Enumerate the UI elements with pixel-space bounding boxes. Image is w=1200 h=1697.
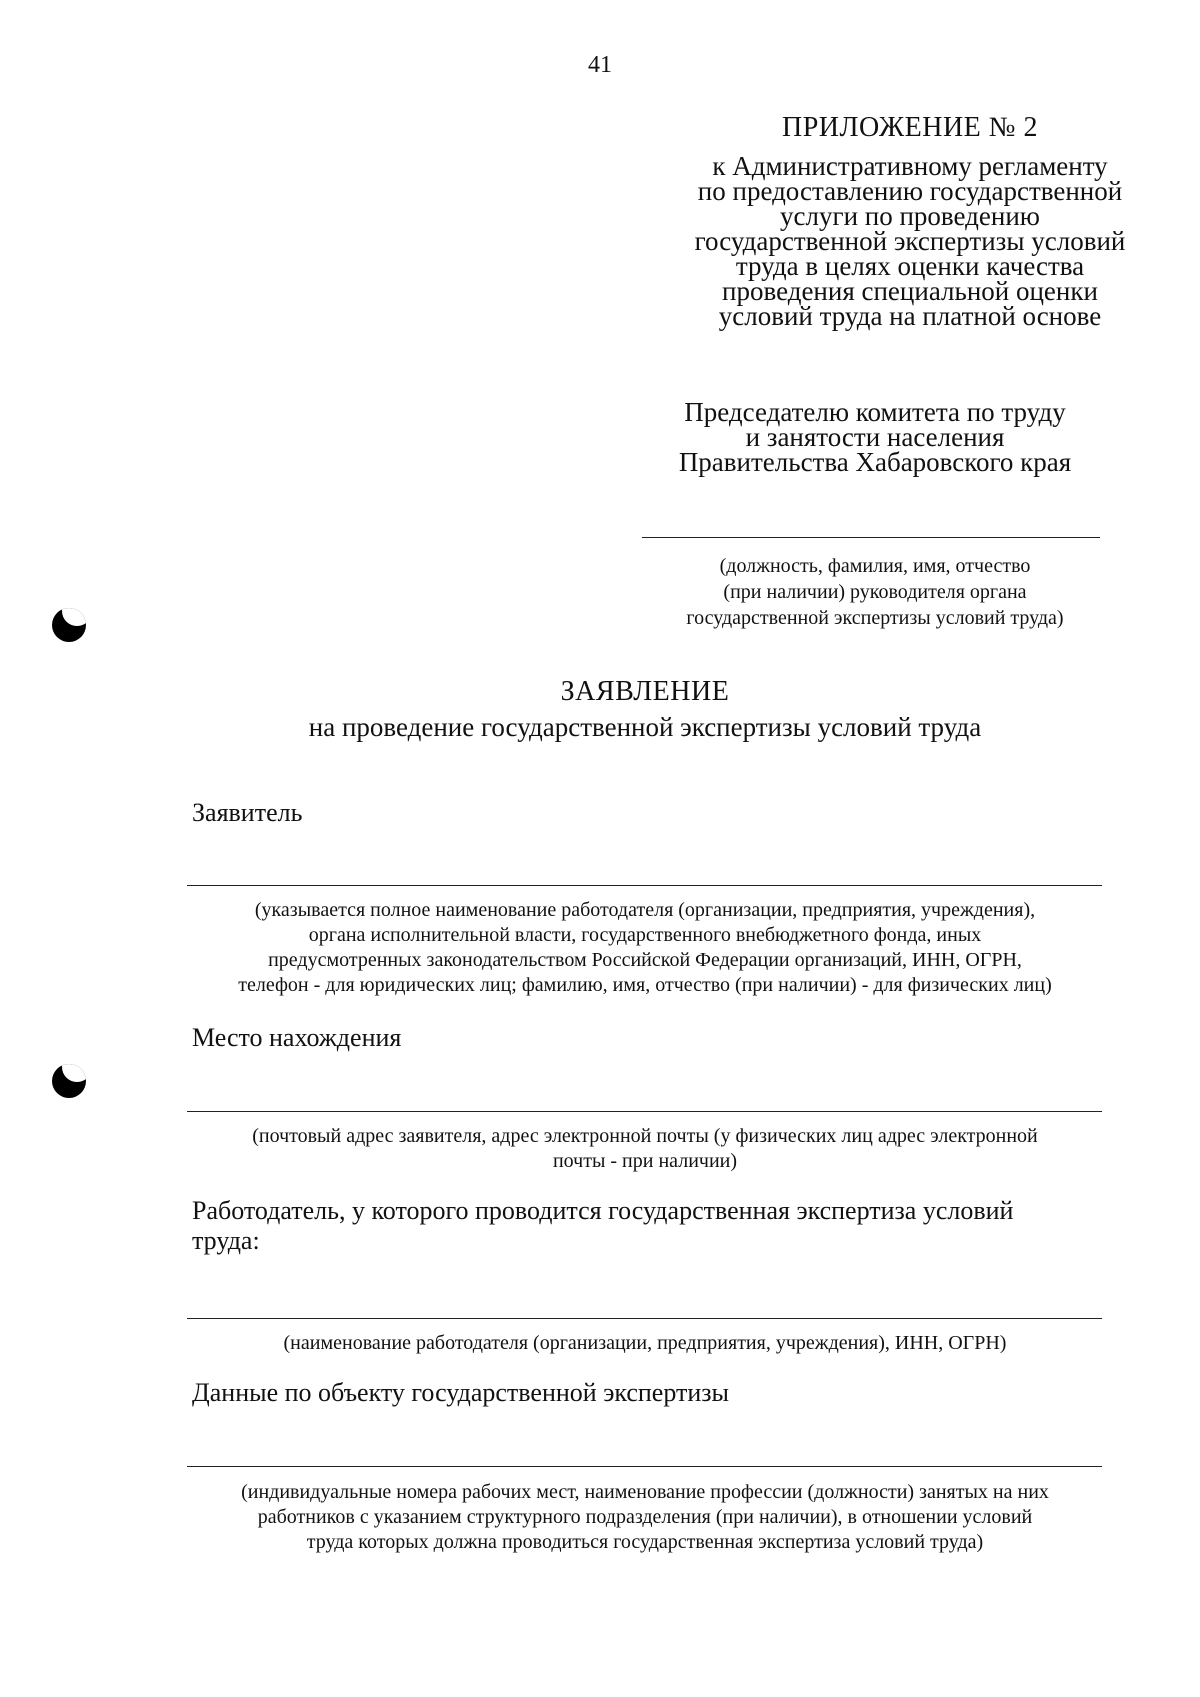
hole-punch-mark: [52, 608, 86, 642]
appendix-line: труда в целях оценки качества: [735, 251, 1085, 281]
appendix-line: к Административному регламенту: [712, 151, 1108, 181]
caption-line: труда которых должна проводиться государственная экспертиза условий труда): [306, 1531, 984, 1553]
addressee-line: Председателю комитета по труду: [684, 397, 1066, 427]
appendix-line: проведения специальной оценки: [722, 276, 1098, 306]
caption-line: государственной экспертизы условий труда): [686, 607, 1064, 629]
addressee-signature-line[interactable]: [642, 537, 1100, 538]
location-caption: [180, 1124, 1110, 1174]
examination-object-caption: [180, 1480, 1110, 1555]
addressee-caption: [650, 553, 1100, 631]
applicant-label: Заявитель: [192, 798, 303, 827]
caption-line: (наименование работодателя (организации, предприятия, учреждения), ИНН, ОГРН): [283, 1332, 1007, 1354]
caption-line: (должность, фамилия, имя, отчество: [719, 555, 1031, 577]
caption-line: (указывается полное наименование работодателя (организации, предприятия, учреждения),: [254, 899, 1036, 921]
document-subtitle: на проведение государственной экспертизы условий труда: [308, 712, 982, 742]
addressee-line: Правительства Хабаровского края: [678, 447, 1072, 477]
caption-line: почты - при наличии): [552, 1150, 738, 1172]
location-field[interactable]: [187, 1111, 1102, 1112]
caption-line: органа исполнительной власти, государственного внебюджетного фонда, иных: [308, 924, 982, 946]
location-label: Место нахождения: [192, 1023, 402, 1052]
appendix-title: ПРИЛОЖЕНИЕ № 2: [782, 112, 1038, 143]
appendix-line: по предоставлению государственной: [697, 176, 1123, 206]
addressee-line: и занятости населения: [745, 422, 1005, 452]
examination-object-label: Данные по объекту государственной экспертизы: [192, 1378, 730, 1407]
employer-field[interactable]: [187, 1318, 1102, 1319]
appendix-line: условий труда на платной основе: [718, 301, 1102, 331]
examination-object-field[interactable]: [187, 1466, 1102, 1467]
label-line: труда:: [192, 1226, 260, 1255]
addressee: [640, 397, 1110, 477]
label-line: Работодатель, у которого проводится государственная экспертиза условий: [192, 1196, 1014, 1225]
caption-line: предусмотренных законодательством Российской Федерации организаций, ИНН, ОГРН,: [268, 949, 1022, 971]
employer-label: [192, 1196, 1102, 1256]
applicant-field[interactable]: [187, 885, 1102, 886]
document-title: ЗАЯВЛЕНИЕ: [560, 676, 730, 707]
caption-line: (при наличии) руководителя органа: [723, 581, 1027, 603]
employer-caption: [180, 1331, 1110, 1356]
appendix-subtitle: [660, 151, 1160, 331]
applicant-caption: [180, 898, 1110, 998]
caption-line: телефон - для юридических лиц; фамилию, имя, отчество (при наличии) - для физических лиц): [238, 974, 1052, 996]
caption-line: (индивидуальные номера рабочих мест, наименование профессии (должности) занятых на них: [241, 1481, 1049, 1503]
appendix-line: государственной экспертизы условий: [694, 226, 1126, 256]
page-number: 41: [588, 52, 612, 78]
caption-line: (почтовый адрес заявителя, адрес электронной почты (у физических лиц адрес электронной: [252, 1125, 1038, 1147]
appendix-line: услуги по проведению: [780, 201, 1040, 231]
caption-line: работников с указанием структурного подразделения (при наличии), в отношении условий: [257, 1506, 1033, 1528]
hole-punch-mark: [52, 1064, 86, 1098]
